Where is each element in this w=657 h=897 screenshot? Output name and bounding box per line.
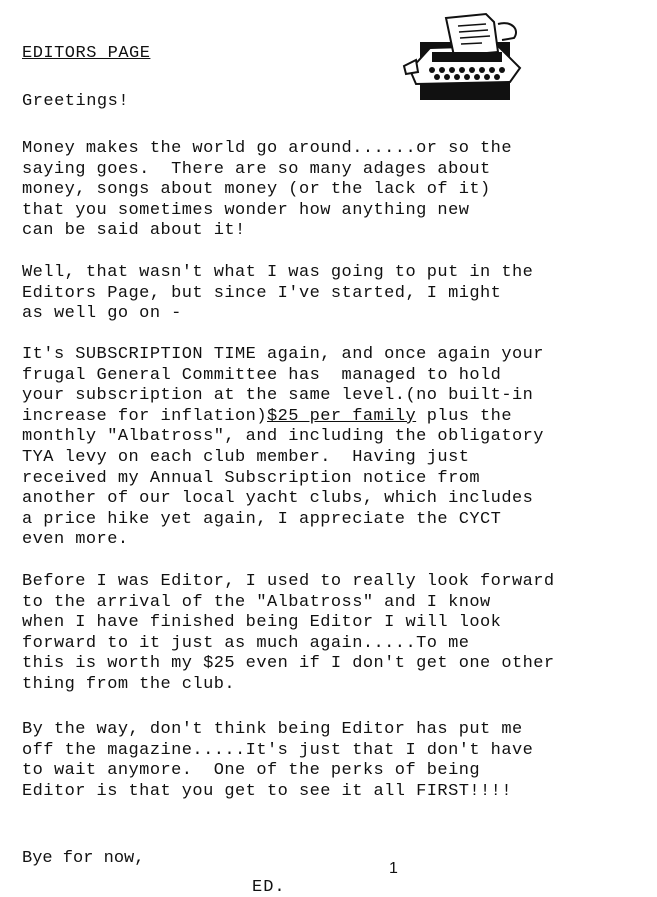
text-line: Before I was Editor, I used to really look forward xyxy=(22,572,555,591)
text-line: received my Annual Subscription notice from xyxy=(22,468,481,488)
text-line: By the way, don't think being Editor has put me xyxy=(22,720,523,739)
text-line: money, songs about money (or the lack of it) xyxy=(22,180,491,200)
signoff: Bye for now, xyxy=(22,849,145,868)
text-line: forward to it just as much again.....To me xyxy=(22,633,470,653)
text-line: TYA levy on each club member. Having just xyxy=(22,447,470,467)
text-line: this is worth my $25 even if I don't get one other xyxy=(22,654,555,674)
text-line: saying goes. There are so many adages about xyxy=(22,159,491,179)
text-line: that you sometimes wonder how anything new xyxy=(22,200,470,220)
text-line: a price hike yet again, I appreciate the CYCT xyxy=(22,509,502,529)
text-line: to the arrival of the "Albatross" and I know xyxy=(22,592,491,612)
text-line: Editors Page, but since I've started, I might xyxy=(22,283,502,303)
text-line: as well go on - xyxy=(22,304,182,324)
typewriter-icon xyxy=(402,12,530,104)
paragraph-subscription xyxy=(22,345,652,551)
text-line: another of our local yacht clubs, which includes xyxy=(22,489,534,509)
text-line: frugal General Committee has managed to hold xyxy=(22,365,502,385)
text-line: Well, that wasn't what I was going to put in the xyxy=(22,263,534,282)
paragraph-editors-page xyxy=(22,263,652,325)
paragraph-money xyxy=(22,139,652,242)
text-line: your subscription at the same level.(no built-in xyxy=(22,386,534,406)
text-line: even more. xyxy=(22,530,129,550)
text-line: can be said about it! xyxy=(22,221,246,241)
text-line: Editor is that you get to see it all FIRST!!!! xyxy=(22,781,512,801)
text-line: off the magazine.....It's just that I don't have xyxy=(22,740,534,760)
paragraph-perks xyxy=(22,720,652,802)
greeting: Greetings! xyxy=(22,92,130,111)
text-line: increase for inflation) xyxy=(22,406,267,426)
text-line: monthly "Albatross", and including the obligatory xyxy=(22,427,544,447)
page-number: 1 xyxy=(389,860,398,877)
text-line: thing from the club. xyxy=(22,674,236,694)
page-title: EDITORS PAGE xyxy=(22,44,151,63)
signature: ED. xyxy=(252,878,286,897)
paragraph-before-editor xyxy=(22,572,652,696)
text-line: plus the xyxy=(416,406,512,426)
subscription-price: $25 per family xyxy=(267,406,417,426)
text-line: Money makes the world go around......or so the xyxy=(22,139,512,158)
text-line: when I have finished being Editor I will look xyxy=(22,613,502,633)
text-line: to wait anymore. One of the perks of being xyxy=(22,761,481,781)
text-line: It's SUBSCRIPTION TIME again, and once again your xyxy=(22,345,544,364)
